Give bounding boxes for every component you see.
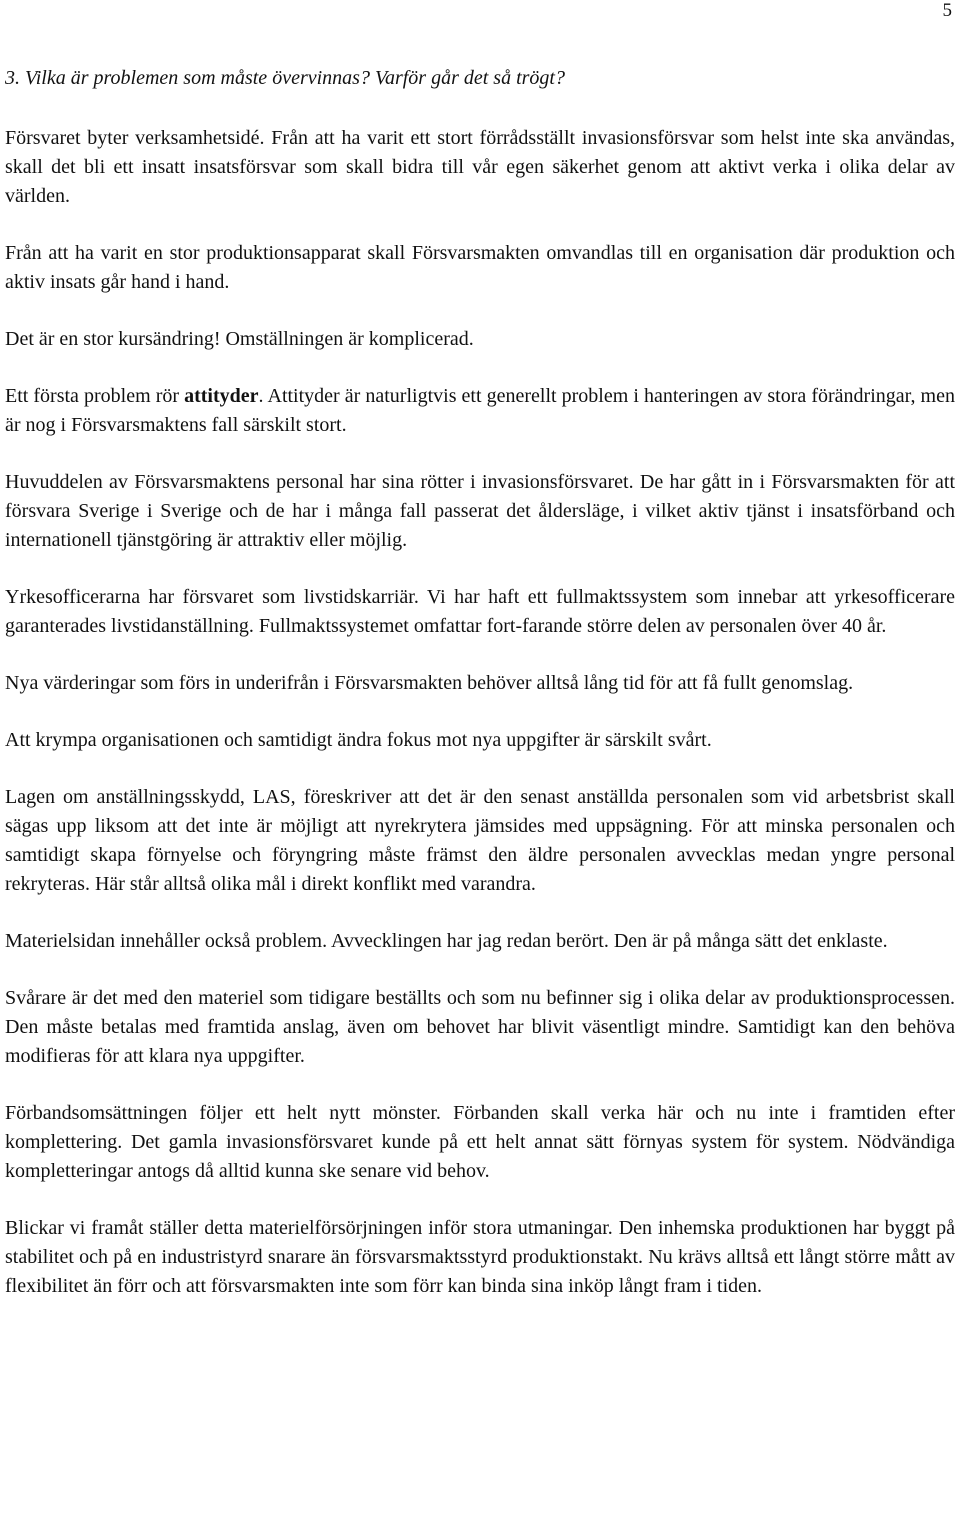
paragraph: Försvaret byter verksamhetsidé. Från att ha varit ett stort förrådsställt invasionsförsvar som helst inte ska användas, skall det bli ett insatt insatsförsvar som skall bidra till vår egen säkerhet genom att aktivt verka i olika delar av världen. [5, 127, 955, 207]
paragraph-text: Ett första problem rör [5, 385, 185, 407]
paragraph: Att krympa organisationen och samtidigt ändra fokus mot nya uppgifter är särskilt svårt. [5, 729, 712, 751]
paragraph: Förbandsomsättningen följer ett helt nytt mönster. Förbanden skall verka här och nu inte i framtiden efter komplettering. Det gamla invasionsförsvaret kunde på ett helt annat sätt förnyas system för system. Nödvändiga kompletteringar antogs då alltid kunna ske senare vid behov. [5, 1102, 955, 1182]
paragraph: Det är en stor kursändring! Omställningen är komplicerad. [5, 328, 474, 350]
emphasis-attityder: attityder [184, 385, 259, 407]
document-body [5, 64, 955, 1301]
paragraph: Blickar vi framåt ställer detta materielförsörjningen inför stora utmaningar. Den inhemska produktionen har byggt på stabilitet och på en industristyrd snarare än försvarsmaktsstyrd produktionstakt. Nu krävs alltså ett långt större mått av flexibilitet än förr och att försvarsmakten inte som förr kan binda sina inköp långt fram i tiden. [5, 1217, 955, 1297]
paragraph [5, 382, 955, 440]
section-heading: 3. Vilka är problemen som måste övervinnas? Varför går det så trögt? [5, 67, 565, 89]
paragraph: Huvuddelen av Försvarsmaktens personal har sina rötter i invasionsförsvaret. De har gått in i Försvarsmakten för att försvara Sverige i Sverige och de har i många fall passerat det åldersläge, i vilket aktiv tjänst i insatsförband och internationell tjänstgöring är attraktiv eller möjlig. [5, 471, 955, 551]
paragraph: Lagen om anställningsskydd, LAS, föreskriver att det är den senast anställda personalen som vid arbetsbrist skall sägas upp liksom att det inte är möjligt att nyrekrytera jämsides med uppsägning. För att minska personalen och samtidigt skapa förnyelse och föryngring måste främst den äldre personalen avvecklas medan yngre personal rekryteras. Här står alltså olika mål i direkt konflikt med varandra. [5, 786, 955, 895]
paragraph: Yrkesofficerarna har försvaret som livstidskarriär. Vi har haft ett fullmaktssystem som innebar att yrkesofficerare garanterades livstidanställning. Fullmaktssystemet omfattar fort-farande större delen av personalen över 40 år. [5, 586, 955, 637]
page-number: 5 [942, 0, 952, 21]
paragraph: Från att ha varit en stor produktionsapparat skall Försvarsmakten omvandlas till en organisation där produktion och aktiv insats går hand i hand. [5, 242, 955, 293]
paragraph: Svårare är det med den materiel som tidigare beställts och som nu befinner sig i olika delar av produktionsprocessen. Den måste betalas med framtida anslag, även om behovet har blivit väsentligt mindre. Samtidigt kan den behöva modifieras för att klara nya uppgifter. [5, 987, 955, 1067]
paragraph: Materielsidan innehåller också problem. Avvecklingen har jag redan berört. Den är på många sätt det enklaste. [5, 930, 888, 952]
paragraph-text: . Attityder är naturligtvis ett generellt problem i hanteringen av stora förändringar, men är nog i Försvarsmaktens fall särskilt stort. [5, 385, 955, 436]
paragraph: Nya värderingar som förs in underifrån i Försvarsmakten behöver alltså lång tid för att få fullt genomslag. [5, 672, 854, 694]
